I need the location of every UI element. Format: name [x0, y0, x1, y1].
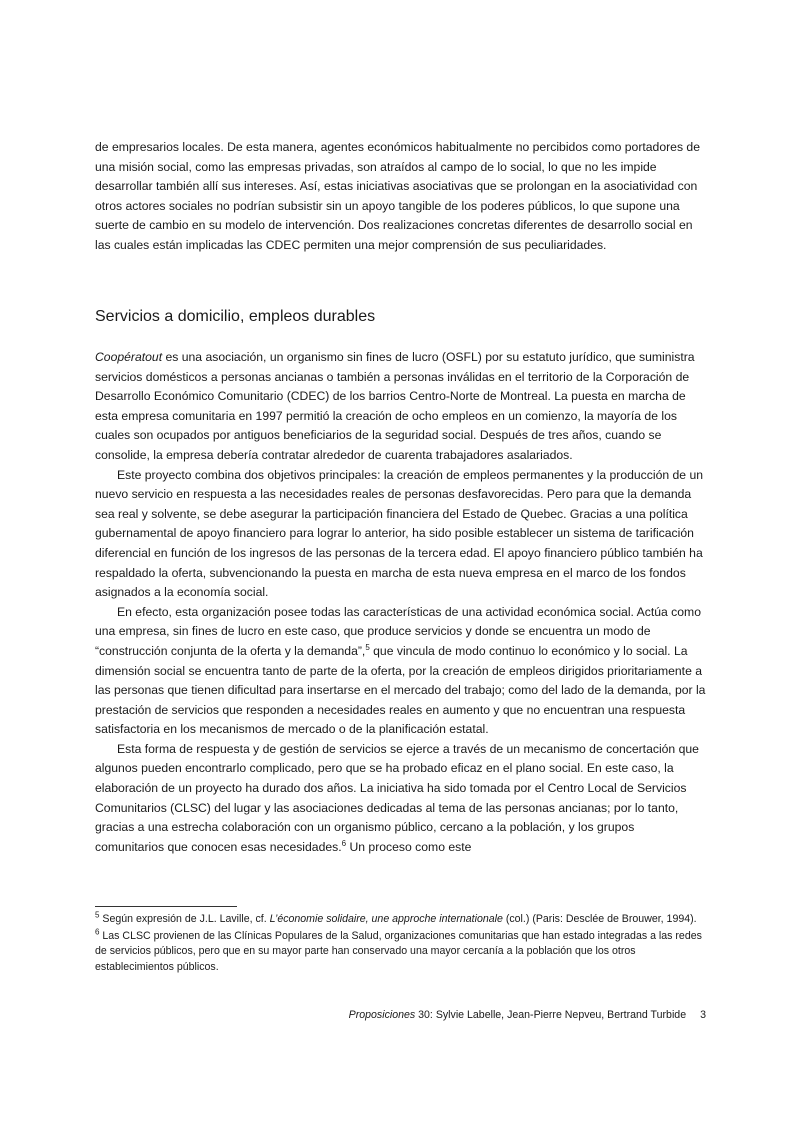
intro-paragraph: de empresarios locales. De esta manera, agentes económicos habitualmente no percibidos como portadores de una misión social, como las empresas privadas, son atraídos al campo de lo social, lo que no les impide desarrollar también allí sus intereses. Así, estas iniciativas asociativas que se prolongan en la asociatividad con otros actores sociales no podrían subsistir sin un apoyo tangible de los poderes públicos, lo que supone una suerte de cambio en su modelo de intervención. Dos realizaciones concretas diferentes de desarrollo social en las cuales están implicadas las CDEC permiten una mejor comprensión de sus peculiaridades.: [95, 140, 700, 252]
footnotes: [95, 912, 706, 977]
paragraph-objectives: Este proyecto combina dos objetivos principales: la creación de empleos permanentes y la producción de un nuevo servicio en respuesta a las necesidades reales de personas desfavorecidas. Pero para que la demanda sea real y solvente, se debe asegurar la participación financiera del Estado de Quebec. Gracias a una política gubernamental de apoyo financiero para lograr lo anterior, ha sido posible establecer un sistema de tarificación diferencial en función de los ingresos de las personas de la tercera edad. El apoyo financiero público también ha respaldado la oferta, subvencionando la puesta en marcha de esta nueva empresa en el marco de los fondos asignados a la economía social.: [95, 467, 704, 600]
paragraph-social-activity: [95, 603, 706, 740]
section-heading: Servicios a domicilio, empleos durables: [95, 308, 376, 325]
footnote-mark: 5: [95, 910, 100, 920]
section-body: [95, 348, 706, 857]
paragraph-concertation: [95, 740, 706, 858]
paragraph-text: Esta forma de respuesta y de gestión de servicios se ejerce a través de un mecanismo de concertación que algunos pueden encontrarlo complicado, pero que se ha probado eficaz en el plano social. En este caso, la elaboración de un proyecto ha durado dos años. La iniciativa ha sido tomada por el Centro Local de Servicios Comunitarios (CLSC) del lugar y las asociaciones dedicadas al tema de las personas ancianas; por lo tanto, gracias a una estrecha colaboración con un organismo público, cercano a la población, y los grupos comunitarios que conocen esas necesidades.: [95, 741, 699, 854]
paragraph-cooperatout: [95, 348, 706, 466]
footnote-divider: [95, 906, 237, 907]
footnote-text: (col.) (Paris: Desclée de Brouwer, 1994).: [502, 913, 697, 925]
footnote-reference: 5: [365, 642, 370, 652]
footer-authors: 30: Sylvie Labelle, Jean-Pierre Nepveu, Bertrand Turbide: [415, 1009, 687, 1021]
journal-name: Proposiciones: [348, 1009, 416, 1021]
paragraph-text: que vincula de modo continuo lo económico y lo social. La dimensión social se encuentra tanto de parte de la oferta, por la creación de empleos dirigidos prioritariamente a las personas que tienen dificultad para insertarse en el mercado del trabajo; como del lado de la demanda, por la prestación de servicios que responden a necesidades reales en aumento y que no encuentran una respuesta satisfactoria en los mecanismos de mercado o de la planificación estatal.: [95, 643, 706, 737]
footnote-text: Las CLSC provienen de las Clínicas Populares de la Salud, organizaciones comunitarias que han estado integradas a las redes de servicios públicos, pero que en su mayor parte han conservado una mayor cercanía a la población que los otros establecimientos públicos.: [95, 930, 702, 973]
paragraph-text: es una asociación, un organismo sin fines de lucro (OSFL) por su estatuto jurídico, que suministra servicios domésticos a personas ancianas o también a personas inválidas en el territorio de la Corporación de Desarrollo Económico Comunitario (CDEC) de los barrios Centro-Norte de Montreal. La puesta en marcha de esta empresa comunitaria en 1997 permitió la creación de ocho empleos en un comienzo, la mayoría de los cuales son ocupados por antiguos beneficiarios de la seguridad social. Después de tres años, cuando se consolide, la empresa debería contratar alrededor de cuarenta trabajadores asalariados.: [95, 350, 695, 462]
italic-org-name: Coopératout: [95, 350, 163, 364]
page-number: 3: [700, 1009, 706, 1021]
paragraph-text: En efecto, esta organización posee todas las características de una actividad económica social. Actúa como una empresa, sin fines de lucro en este caso, que produce servicios y donde se encuentra un modo de “construcción conjunta de la oferta y la demanda”,: [95, 604, 701, 658]
footnote-book-title: L’économie solidaire, une approche internationale: [269, 913, 503, 925]
running-footer: [95, 1008, 706, 1023]
footnote-5: [95, 912, 706, 927]
footnote-6: [95, 929, 706, 975]
footnote-mark: 6: [95, 927, 100, 937]
footnote-reference: 6: [341, 838, 347, 848]
paragraph-text: Un proceso como este: [346, 839, 472, 854]
footnote-text: Según expresión de J.L. Laville, cf.: [99, 913, 270, 925]
